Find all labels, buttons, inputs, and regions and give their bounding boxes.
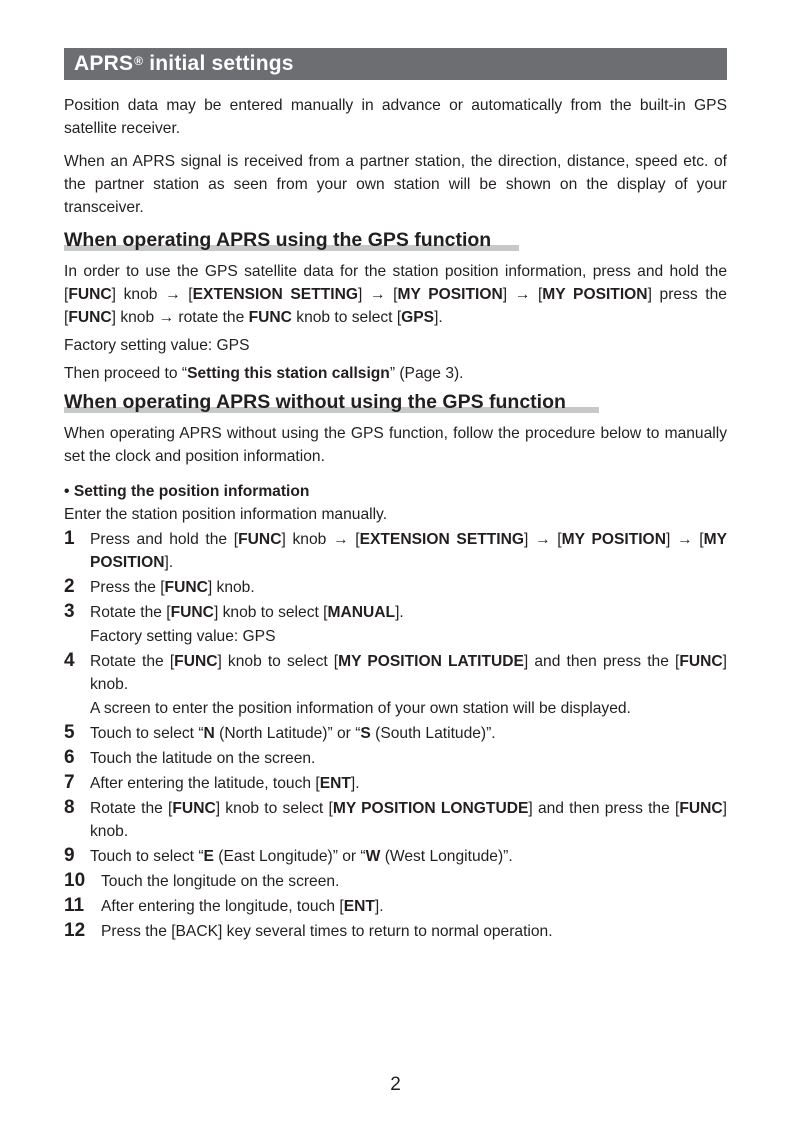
step-text: (East Longitude)” or “ — [213, 847, 366, 865]
step-text: ] and then press the [ — [523, 653, 680, 670]
step-text: FUNC — [170, 603, 214, 621]
gps-factory-setting: Factory setting value: GPS — [64, 337, 250, 354]
step-text: ] knob to select [ — [215, 800, 333, 817]
step-number: 7 — [64, 772, 75, 793]
step-text: FUNC — [164, 578, 208, 596]
step-text: ]. — [395, 603, 404, 621]
registered-mark: ® — [134, 54, 144, 68]
step-number: 4 — [64, 650, 75, 671]
step-item — [64, 798, 727, 843]
step-text: (West Longitude)”. — [380, 847, 513, 865]
step-note: Factory setting value: GPS — [90, 628, 276, 645]
step-text: ]. — [164, 553, 174, 571]
step-text: FUNC — [679, 653, 723, 670]
step-text: ]. — [374, 897, 384, 915]
step-item — [64, 846, 727, 869]
subheading-intro: Enter the station position information manually. — [64, 506, 388, 523]
page-title-text: APRS — [74, 52, 134, 75]
page-number: 2 — [390, 1074, 401, 1095]
step-text: ] knob to select [ — [217, 653, 339, 670]
step-text: Press and hold the [ — [90, 531, 239, 548]
gps-proceed-note: Then proceed to “Setting this station callsign” (Page 3). — [64, 365, 464, 382]
step-text: Rotate the [ — [90, 653, 175, 670]
intro-paragraph-1: Position data may be entered manually in advance or automatically from the built-in GPS satellite receiver. — [64, 97, 727, 137]
step-text: ] and then press the [ — [528, 800, 680, 817]
gps-instruction: In order to use the GPS satellite data for the station position information, press and hold the [FUNC] knob → [EXTENSION SETTING] → [MY POSITION] → [MY POSITION] press the [FUNC] knob → rotate the FUNC knob to select [GPS]. — [64, 263, 727, 326]
step-number: 8 — [64, 797, 75, 818]
step-text: Touch the longitude on the screen. — [101, 872, 340, 890]
step-number: 11 — [64, 894, 85, 916]
step-text: After entering the latitude, touch [ — [90, 775, 320, 792]
page-title — [74, 52, 294, 76]
step-text: Touch to select “ — [90, 847, 204, 865]
step-text: ] knob to select [ — [213, 603, 328, 621]
section-heading-gps-text: When operating APRS using the GPS function — [64, 229, 492, 251]
step-text: MY POSITION — [561, 531, 666, 548]
step-text: (South Latitude)”. — [370, 725, 496, 742]
step-text: Press the [ — [90, 578, 165, 596]
callsign-link-text: Setting this station callsign — [187, 365, 390, 382]
subheading-position: • Setting the position information — [64, 483, 310, 500]
step-text: E — [203, 847, 214, 865]
step-text: FUNC — [679, 800, 723, 817]
step-item — [64, 921, 727, 944]
step-item — [64, 748, 727, 771]
step-text: Rotate the [ — [90, 603, 171, 621]
step-text: (North Latitude)” or “ — [214, 725, 361, 742]
step-number: 5 — [64, 722, 75, 743]
step-text: FUNC — [238, 531, 282, 548]
section-heading-manual — [64, 391, 727, 413]
bullet-icon: • — [64, 483, 70, 500]
manual-intro: When operating APRS without using the GPS function, follow the procedure below to manually set the clock and position information. — [64, 425, 727, 465]
section-heading-manual-text: When operating APRS without using the GPS function — [64, 391, 566, 413]
step-text: Rotate the [ — [90, 800, 173, 817]
step-item — [64, 723, 727, 746]
step-text: ] knob. — [90, 653, 727, 693]
step-text: MY POSITION — [90, 531, 727, 571]
title-bar — [64, 48, 727, 80]
step-text: ] knob. — [90, 800, 727, 840]
step-number: 12 — [64, 919, 86, 941]
step-text: ENT — [343, 897, 375, 915]
step-text: MY POSITION LATITUDE — [338, 653, 524, 670]
step-text: S — [360, 725, 371, 742]
step-item — [64, 602, 727, 649]
step-text: ] knob → [ — [281, 531, 360, 548]
step-text: ] knob. — [207, 578, 255, 596]
step-number: 2 — [64, 575, 75, 597]
step-text: ENT — [319, 775, 351, 792]
step-text: Touch the latitude on the screen. — [90, 750, 316, 767]
step-list — [64, 529, 727, 943]
step-text: ] → [ — [665, 531, 704, 548]
step-number: 1 — [64, 528, 75, 549]
page-title-rest: initial settings — [143, 52, 294, 75]
step-text: FUNC — [174, 653, 218, 670]
step-item — [64, 651, 727, 721]
step-note: A screen to enter the position information of your own station will be displayed. — [90, 700, 631, 717]
intro-paragraph-2: When an APRS signal is received from a partner station, the direction, distance, speed etc. of the partner station as seen from your own station will be shown on the display of your transceiver. — [64, 153, 727, 216]
step-text: Touch to select “ — [90, 725, 204, 742]
step-text: After entering the longitude, touch [ — [101, 897, 344, 915]
step-text: ]. — [350, 775, 360, 792]
step-text: EXTENSION SETTING — [359, 531, 524, 548]
step-number: 6 — [64, 747, 75, 768]
step-text: MANUAL — [327, 603, 396, 621]
step-number: 9 — [64, 844, 75, 866]
step-item — [64, 773, 727, 796]
step-number: 10 — [64, 869, 86, 891]
manual-page — [64, 48, 727, 946]
step-text: ] → [ — [524, 531, 562, 548]
step-text: W — [365, 847, 381, 865]
step-text: Press the [BACK] key several times to return to normal operation. — [101, 922, 553, 940]
step-item — [64, 529, 727, 574]
step-item — [64, 896, 727, 919]
step-number: 3 — [64, 600, 75, 622]
step-text: N — [203, 725, 215, 742]
step-text: FUNC — [172, 800, 216, 817]
step-item — [64, 577, 727, 600]
step-item — [64, 871, 727, 894]
section-heading-gps — [64, 229, 727, 251]
step-text: MY POSITION LONGTUDE — [332, 800, 529, 817]
